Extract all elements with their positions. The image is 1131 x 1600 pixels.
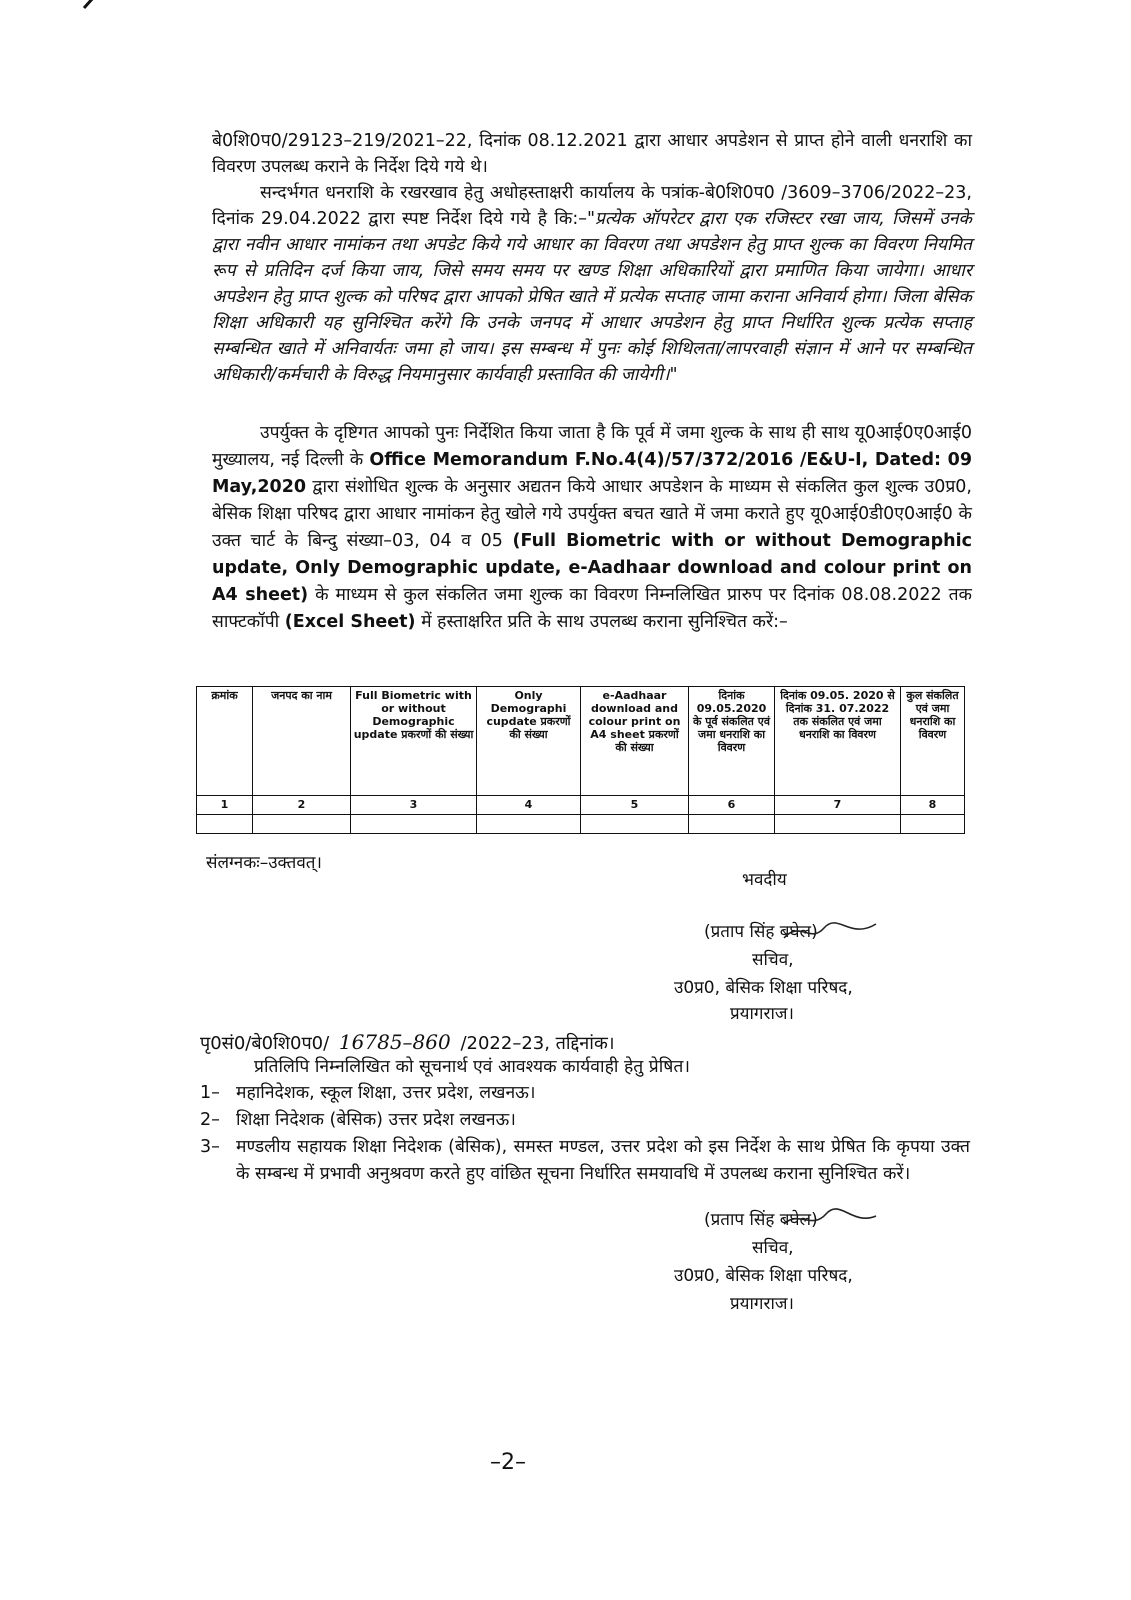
copy-to-lead: प्रतिलिपि निम्नलिखित को सूचनार्थ एवं आवश्यक कार्यवाही हेतु प्रेषित। [254,1057,690,1077]
reference-suffix: /2022–23, तद्दिनांक। [460,1033,615,1054]
copy-item-number: 3– [200,1137,220,1157]
signatory-place-1: प्रयागराज। [730,1004,794,1024]
signatory-name-1: (प्रताप सिंह बघेल) [704,922,818,942]
reference-handwritten-number: 16785–860 [338,1030,451,1054]
copy-item-3 [200,1134,970,1188]
table-number-row [197,796,965,815]
copy-item-number: 2– [200,1110,220,1130]
col-number: 8 [901,796,965,815]
copy-item-text: शिक्षा निदेशक (बेसिक) उत्तर प्रदेश लखनऊ। [236,1110,516,1130]
col-number: 2 [253,796,351,815]
paragraph-1: बे0शि0प0/29123–219/2021–22, दिनांक 08.12.2021 द्वारा आधार अपडेशन से प्राप्त होने वाली धनराशि का विवरण उपलब्ध कराने के निर्देश दिये गये थे। [212,131,972,177]
header-2020-2022: दिनांक 09.05. 2020 से दिनांक 31. 07.2022 तक संकलित एवं जमा धनराशि का विवरण [775,687,901,796]
signatory-org-1: उ0प्र0, बेसिक शिक्षा परिषद, [674,978,853,998]
header-district: जनपद का नाम [253,687,351,796]
col-number: 7 [775,796,901,815]
paragraph-2-quote: "प्रत्येक ऑपरेटर द्वारा एक रजिस्टर रखा जाय, जिसमें उनके द्वारा नवीन आधार नामांकन तथा अपडेट किये गये आधार का विवरण तथा अपडेशन हेतु प्राप्त शुल्क का विवरण नियमित रूप से प्रतिदिन दर्ज किया जाय, जिसे समय समय पर खण्ड शिक्षा अधिकारियों द्वारा प्रमाणित किया जायेगा। आधार अपडेशन हेतु प्राप्त शुल्क को परिषद द्वारा आपको प्रेषित खाते में प्रत्येक सप्ताह जामा कराना अनिवार्य होगा। जिला बेसिक शिक्षा अधिकारी यह सुनिश्चित करेंगे कि उनके जनपद में आधार अपडेशन हेतु प्राप्त निर्धारित शुल्क प्रत्येक सप्ताह सम्बन्धित खाते में अनिवार्यतः जमा हो जाय। इस सम्बन्ध में पुनः कोई शिथिलता/लापरवाही संज्ञान में आने पर सम्बन्धित अधिकारी/कर्मचारी के विरुद्ध नियमानुसार कार्यवाही प्रस्तावित की जायेगी।" [212,209,972,385]
copy-item-text: महानिदेशक, स्कूल शिक्षा, उत्तर प्रदेश, लखनऊ। [236,1083,536,1103]
reference-line [200,1030,615,1055]
col-number: 3 [351,796,477,815]
signatory-name-2: (प्रताप सिंह बघेल) [704,1210,818,1230]
header-demographic: Only Demographi cupdate प्रकरणों की संख्या [477,687,581,796]
corner-mark [82,0,96,10]
col-number: 6 [689,796,775,815]
col-number: 1 [197,796,253,815]
paragraph-3-a: उपर्युक्त के दृष्टिगत आपको पुनः निर्देशित किया जाता है कि पूर्व में जमा शुल्क के साथ ही साथ यू0आई0ए0आई0 मुख्यालय, नई दिल्ली के [212,423,972,470]
signatory-designation-1: सचिव, [752,950,794,970]
paragraph-3-c: द्वारा संशोधित शुल्क के अनुसार अद्यतन किये आधार अपडेशन के माध्यम से संकलित कुल शुल्क उ0प्र0, बेसिक शिक्षा परिषद द्वारा आधार नामांकन हेतु खोले गये उपर्युक्त बचत खाते में जमा कराते हुए यू0आई0डी0ए0आई0 के उक्त चार्ट के बिन्दु संख्या–03, 04 व 05 [212,477,972,551]
header-serial: क्रमांक [197,687,253,796]
table-header-row [197,687,965,796]
signature-scribble-1 [780,916,880,946]
page-number: –2– [490,1450,526,1475]
paragraph-2 [212,180,972,388]
fee-details-table [196,686,965,834]
closing: भवदीय [742,870,787,890]
col-number: 4 [477,796,581,815]
copy-item-2 [200,1107,970,1134]
office-memorandum-ref: Office Memorandum F.No.4(4)/57/372/2016 /E&U-I, Dated: 09 May,2020 [212,450,972,497]
copy-item-number: 1– [200,1083,220,1103]
copy-item-1 [200,1080,970,1107]
paragraph-3-e: के माध्यम से कुल संकलित जमा शुल्क का विवरण निम्नलिखित प्रारुप पर दिनांक 08.08.2022 तक साफ्टकॉपी [212,585,972,632]
header-full-biometric: Full Biometric with or without Demographic update प्रकरणों की संख्या [351,687,477,796]
header-e-aadhaar: e-Aadhaar download and colour print on A4 sheet प्रकरणों की संख्या [581,687,689,796]
excel-sheet-note: (Excel Sheet) [284,612,416,632]
copy-item-text: मण्डलीय सहायक शिक्षा निदेशक (बेसिक), समस्त मण्डल, उत्तर प्रदेश को इस निर्देश के साथ प्रेषित कि कृपया उक्त के सम्बन्ध में प्रभावी अनुश्रवण करते हुए वांछित सूचना निर्धारित समयावधि में उपलब्ध कराना सुनिश्चित करें। [236,1137,970,1184]
paragraph-3-g: में हस्ताक्षरित प्रति के साथ उपलब्ध कराना सुनिश्चित करें:– [421,612,788,632]
paragraph-3 [212,420,972,636]
col-number: 5 [581,796,689,815]
signatory-designation-2: सचिव, [752,1238,794,1258]
reference-prefix: पृ0सं0/बे0शि0प0/ [200,1033,330,1054]
signatory-place-2: प्रयागराज। [730,1294,794,1314]
header-total: कुल संकलित एवं जमा धनराशि का विवरण [901,687,965,796]
paragraph-2-intro: सन्दर्भगत धनराशि के रखरखाव हेतु अधोहस्ताक्षरी कार्यालय के पत्रांक-बे0शि0प0 /3609–3706/2022–23, दिनांक 29.04.2022 द्वारा स्पष्ट निर्देश दिये गये है कि:– [212,183,972,229]
update-categories: (Full Biometric with or without Demographic update, Only Demographic update, e-Aadhaar download and colour print on A4 sheet) [212,531,972,605]
enclosure-note: संलग्नकः–उक्तवत्। [206,853,322,873]
signature-scribble-2 [780,1204,880,1234]
header-before-2020: दिनांक 09.05.2020 के पूर्व संकलित एवं जमा धनराशि का विवरण [689,687,775,796]
signatory-org-2: उ0प्र0, बेसिक शिक्षा परिषद, [674,1266,853,1286]
table-empty-row [197,815,965,834]
